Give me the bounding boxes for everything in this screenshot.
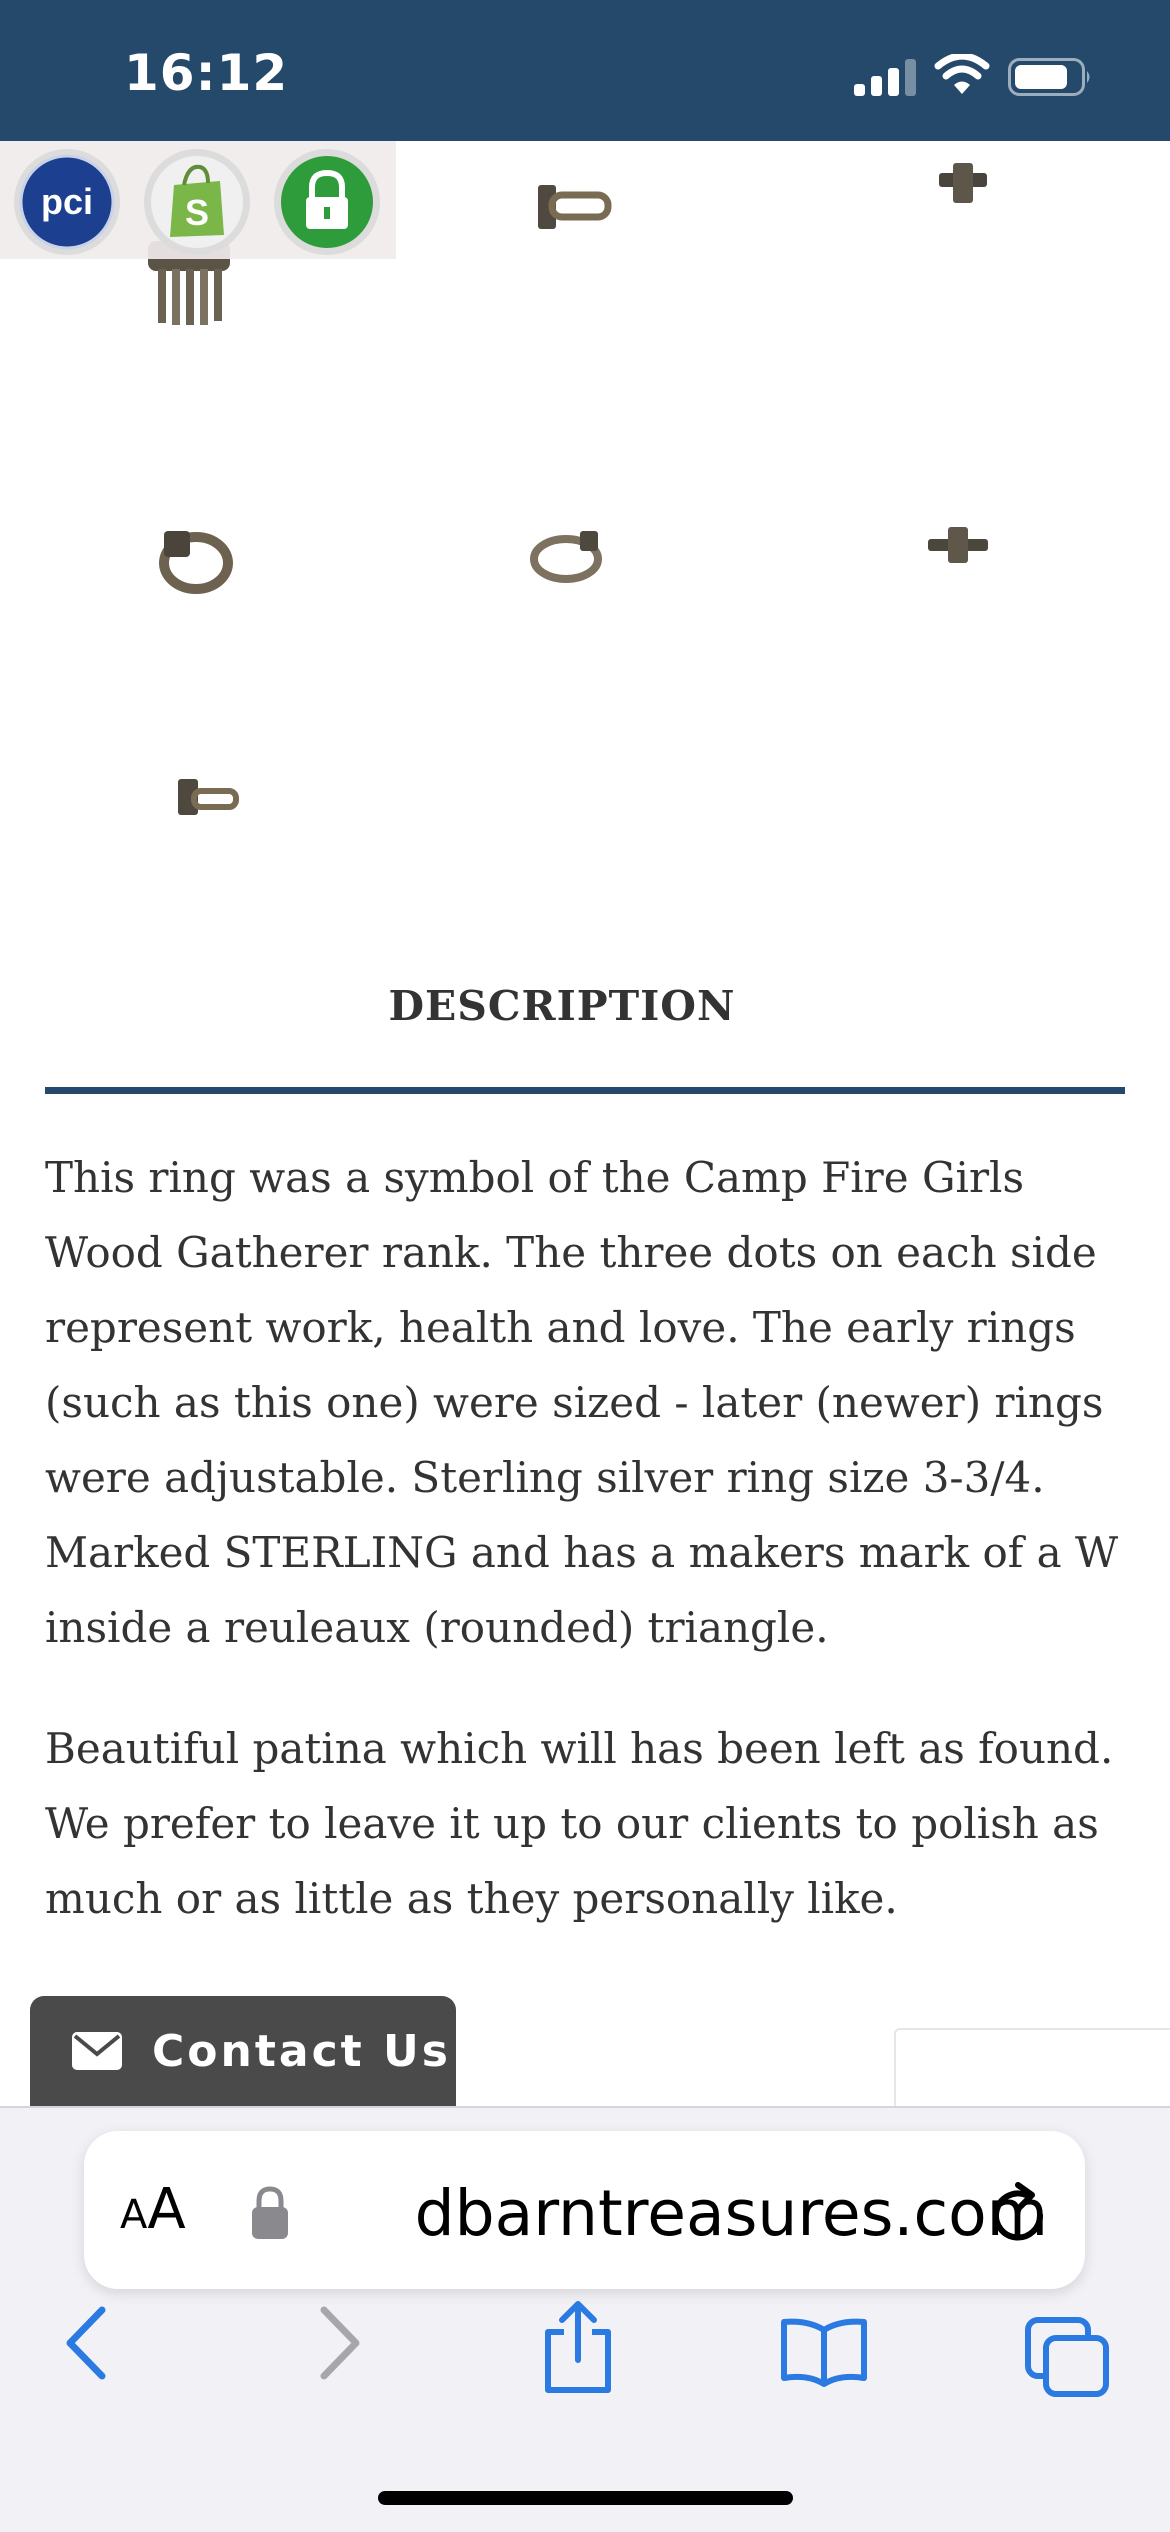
description-body xyxy=(45,1140,1135,1982)
cellular-signal-icon xyxy=(854,58,916,96)
envelope-icon xyxy=(72,2032,122,2070)
description-heading: DESCRIPTION xyxy=(388,982,736,1030)
ring-thumb-4[interactable] xyxy=(152,521,242,601)
shopify-badge-label: S xyxy=(184,192,210,233)
bookmarks-icon[interactable] xyxy=(778,2316,870,2388)
share-icon[interactable] xyxy=(540,2298,616,2394)
wifi-icon xyxy=(934,54,990,96)
ring-thumb-6[interactable] xyxy=(926,523,990,567)
shopify-badge[interactable] xyxy=(142,147,252,257)
aa-big-label: A xyxy=(147,2177,186,2242)
forward-icon[interactable] xyxy=(308,2304,368,2382)
reload-icon[interactable] xyxy=(984,2181,1054,2251)
contact-us-button[interactable] xyxy=(30,1996,456,2106)
battery-icon xyxy=(1008,58,1092,96)
corner-widget[interactable] xyxy=(894,2028,1170,2108)
aa-small-label: A xyxy=(120,2192,148,2238)
description-paragraph: This ring was a symbol of the Camp Fire Girls Wood Gatherer rank. The three dots on each side represent work, health and love. The early rings (such as this one) were sized - later (newer) rings were adjustable. Sterling silver ring size 3-3/4. Marked STERLING and has a makers mark of a W inside a reuleaux (rounded) triangle. xyxy=(45,1153,1119,1652)
trust-badges xyxy=(0,141,396,259)
back-icon[interactable] xyxy=(58,2304,118,2382)
ring-thumb-7[interactable] xyxy=(172,773,242,823)
ring-thumb-5[interactable] xyxy=(522,521,612,591)
pci-badge[interactable] xyxy=(12,147,122,257)
tabs-icon[interactable] xyxy=(1024,2316,1112,2398)
home-indicator[interactable] xyxy=(378,2491,793,2505)
status-bar xyxy=(0,0,1170,141)
status-time: 16:12 xyxy=(124,44,289,102)
ring-thumb-3[interactable] xyxy=(935,161,991,207)
lock-icon xyxy=(250,2183,290,2241)
contact-us-label: Contact Us xyxy=(152,2025,451,2077)
reader-text-size-button[interactable] xyxy=(120,2177,186,2242)
description-paragraph: Beautiful patina which will has been left as found. We prefer to leave it up to our clients to polish as much or as little as they personally like. xyxy=(45,1724,1114,1923)
url-text: dbarntreasures.com xyxy=(414,2177,1048,2247)
secure-lock-badge[interactable] xyxy=(272,147,382,257)
description-divider xyxy=(45,1087,1125,1094)
pci-badge-label: pci xyxy=(40,181,94,222)
ring-thumb-2[interactable] xyxy=(532,177,618,237)
address-bar[interactable] xyxy=(84,2131,1085,2289)
